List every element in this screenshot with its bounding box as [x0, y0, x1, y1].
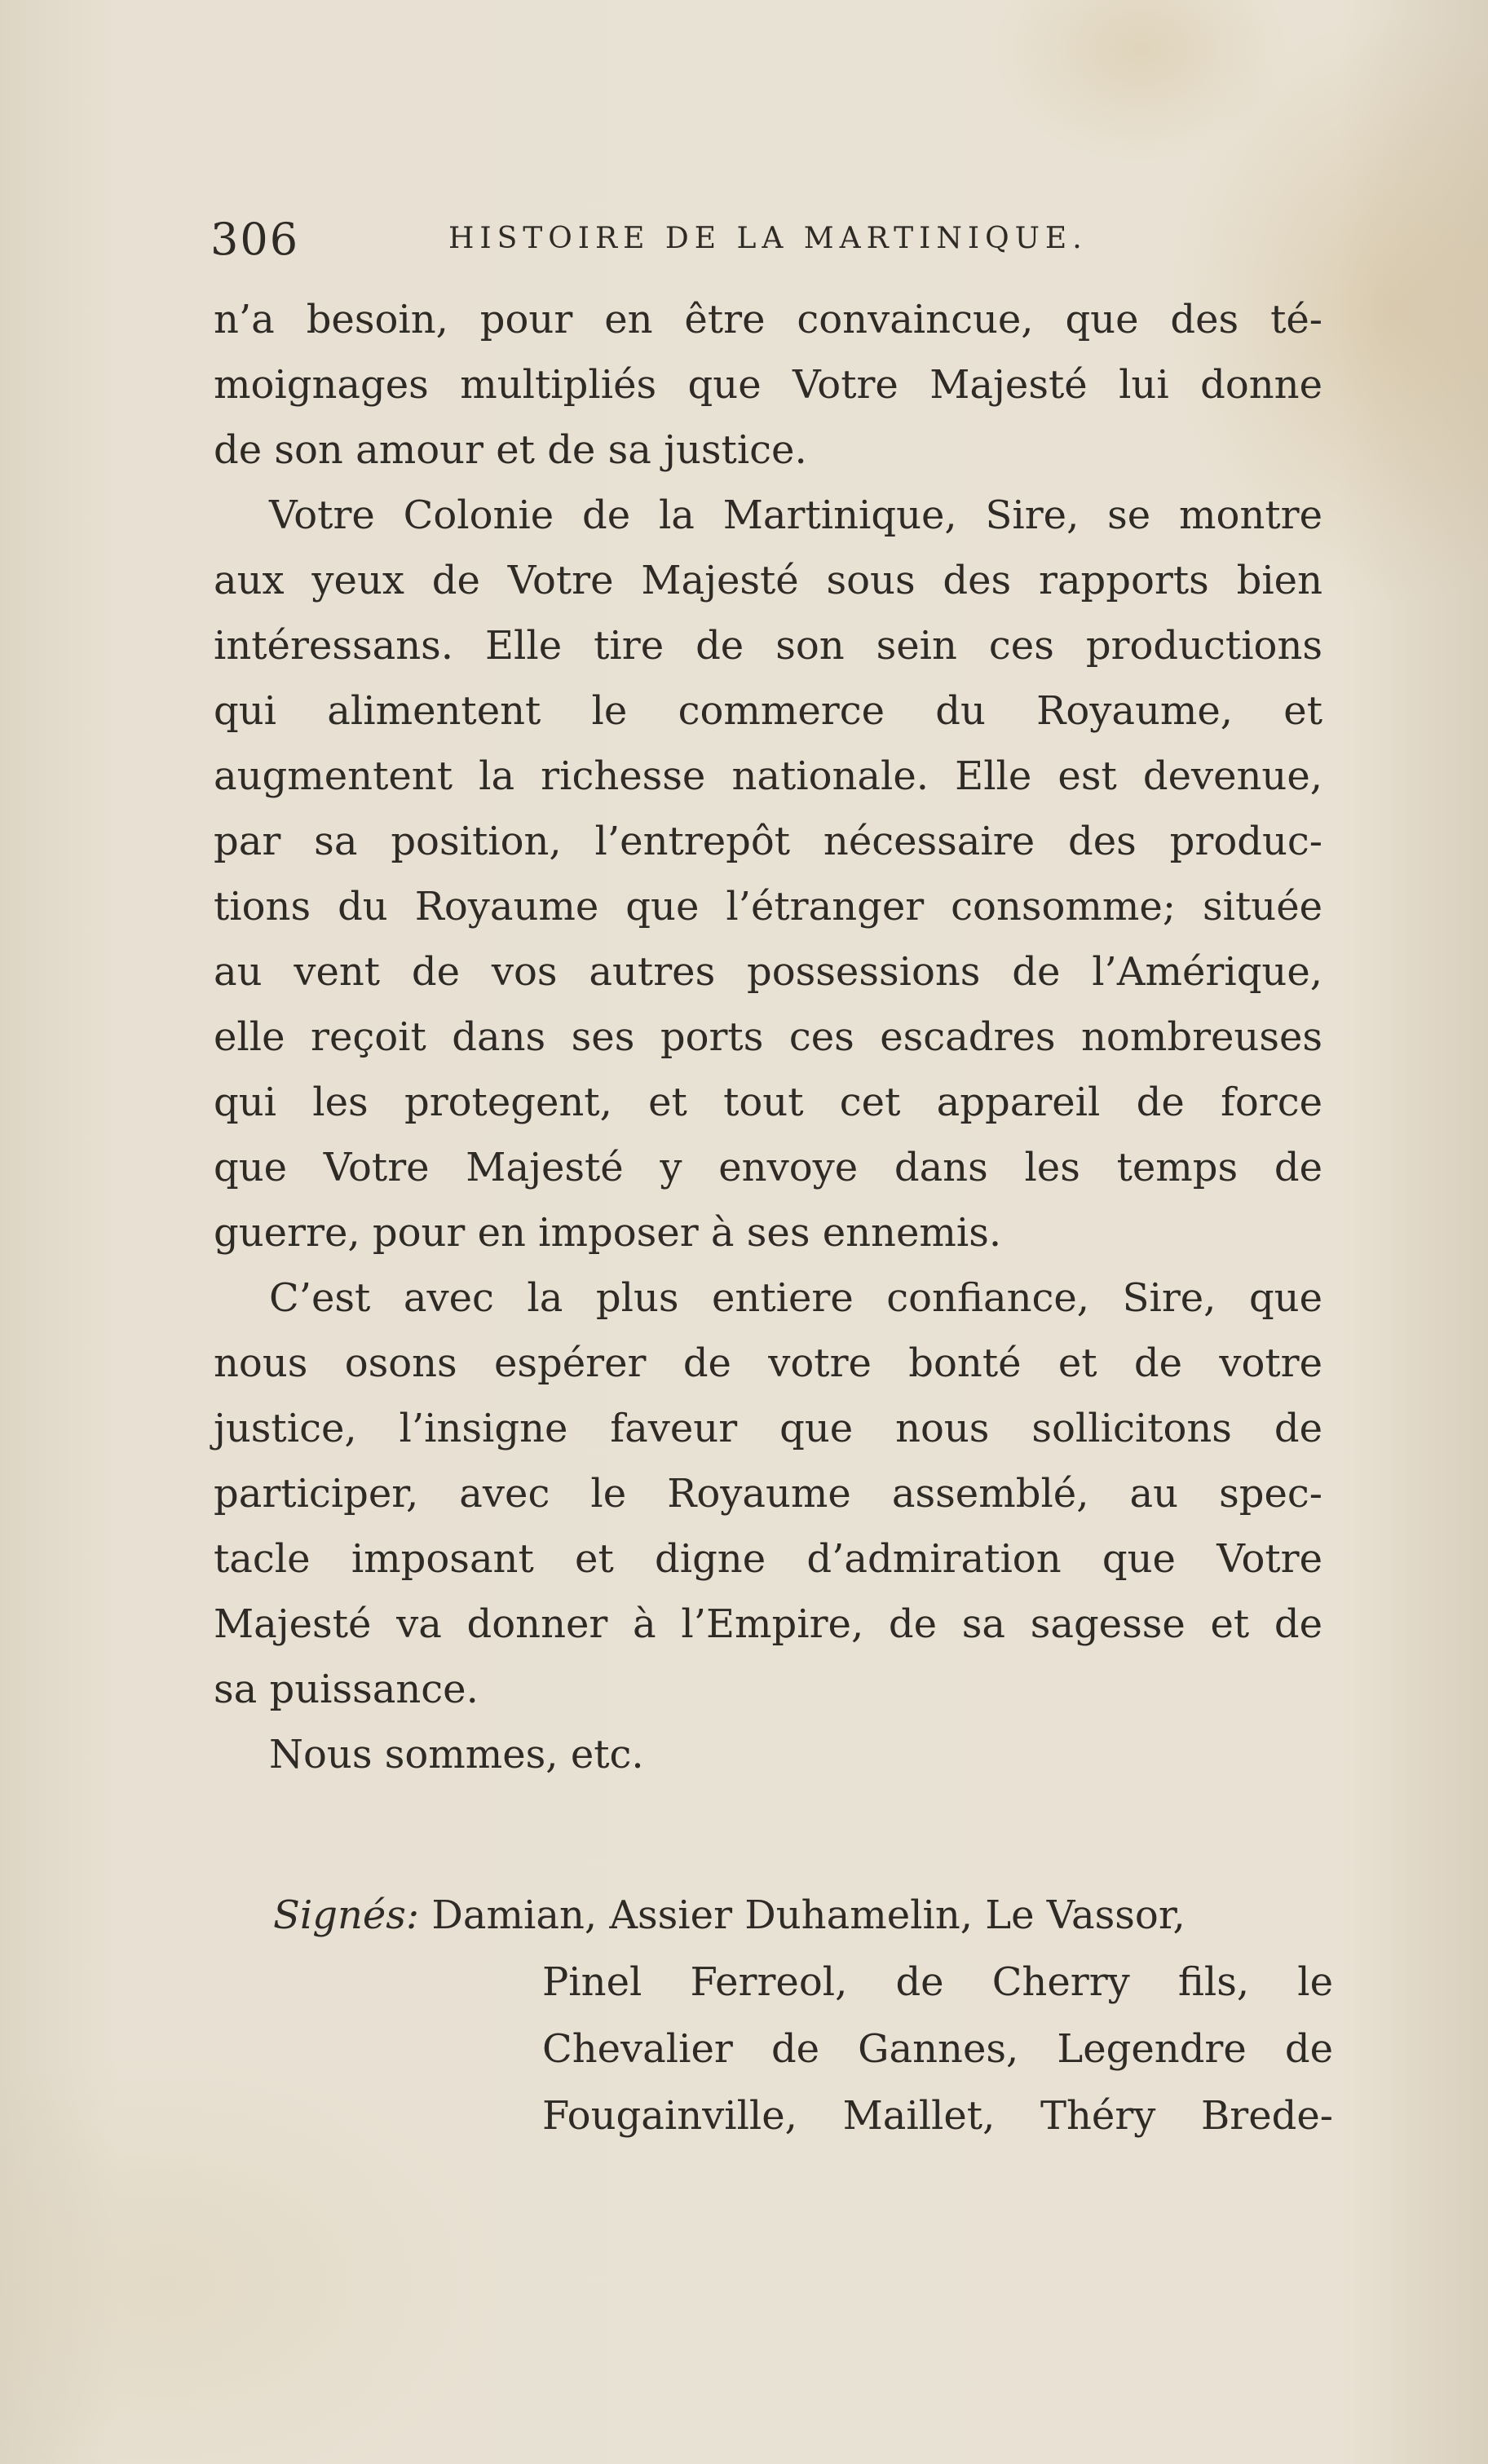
signature-label: Signés:: [273, 1892, 420, 1938]
signatories-line: Fougainville, Maillet, Théry Brede-: [542, 2093, 1333, 2139]
text-line: Majesté va donner à l’Empire, de sa sagesse et de: [214, 1601, 1322, 1647]
text-line: augmentent la richesse nationale. Elle est devenue,: [214, 753, 1322, 799]
text-line: qui alimentent le commerce du Royaume, et: [214, 688, 1322, 734]
page-header: [210, 214, 1336, 287]
text-line: tions du Royaume que l’étranger consomme; située: [214, 884, 1322, 930]
text-line: justice, l’insigne faveur que nous sollicitons de: [214, 1406, 1322, 1451]
text-line: C’est avec la plus entiere confiance, Sire, que: [269, 1275, 1322, 1321]
signatories-line: Damian, Assier Duhamelin, Le Vassor,: [431, 1892, 1186, 1938]
signature-first-line: [273, 1882, 1333, 1949]
text-line: tacle imposant et digne d’admiration que Votre: [214, 1536, 1322, 1582]
text-line: que Votre Majesté y envoye dans les temps de: [214, 1145, 1322, 1190]
page-number: 306: [210, 214, 300, 265]
text-line: participer, avec le Royaume assemblé, au spec-: [214, 1471, 1322, 1517]
running-title: HISTOIRE DE LA MARTINIQUE.: [448, 222, 1088, 255]
text-line: guerre, pour en imposer à ses ennemis.: [214, 1210, 1002, 1256]
body-text: [214, 287, 1322, 1787]
signatories-line: Chevalier de Gannes, Legendre de: [542, 2026, 1333, 2072]
closing-line: Nous sommes, etc.: [269, 1732, 644, 1777]
text-line: de son amour et de sa justice.: [214, 427, 807, 473]
text-line: qui les protegent, et tout cet appareil de force: [214, 1080, 1322, 1125]
text-line: n’a besoin, pour en être convaincue, que des té-: [214, 297, 1322, 342]
text-line: au vent de vos autres possessions de l’Amérique,: [214, 949, 1322, 995]
text-line: aux yeux de Votre Majesté sous des rapports bien: [214, 558, 1322, 603]
signatories-line: Pinel Ferreol, de Cherry fils, le: [542, 1959, 1333, 2005]
text-line: moignages multipliés que Votre Majesté lui donne: [214, 362, 1322, 408]
text-line: Votre Colonie de la Martinique, Sire, se montre: [269, 492, 1322, 538]
text-line: elle reçoit dans ses ports ces escadres nombreuses: [214, 1014, 1322, 1060]
text-line: nous osons espérer de votre bonté et de votre: [214, 1340, 1322, 1386]
text-line: sa puissance.: [214, 1667, 479, 1712]
text-line: intéressans. Elle tire de son sein ces productions: [214, 623, 1322, 669]
signature-block: [273, 1882, 1333, 2149]
text-line: par sa position, l’entrepôt nécessaire des produc-: [214, 819, 1322, 864]
